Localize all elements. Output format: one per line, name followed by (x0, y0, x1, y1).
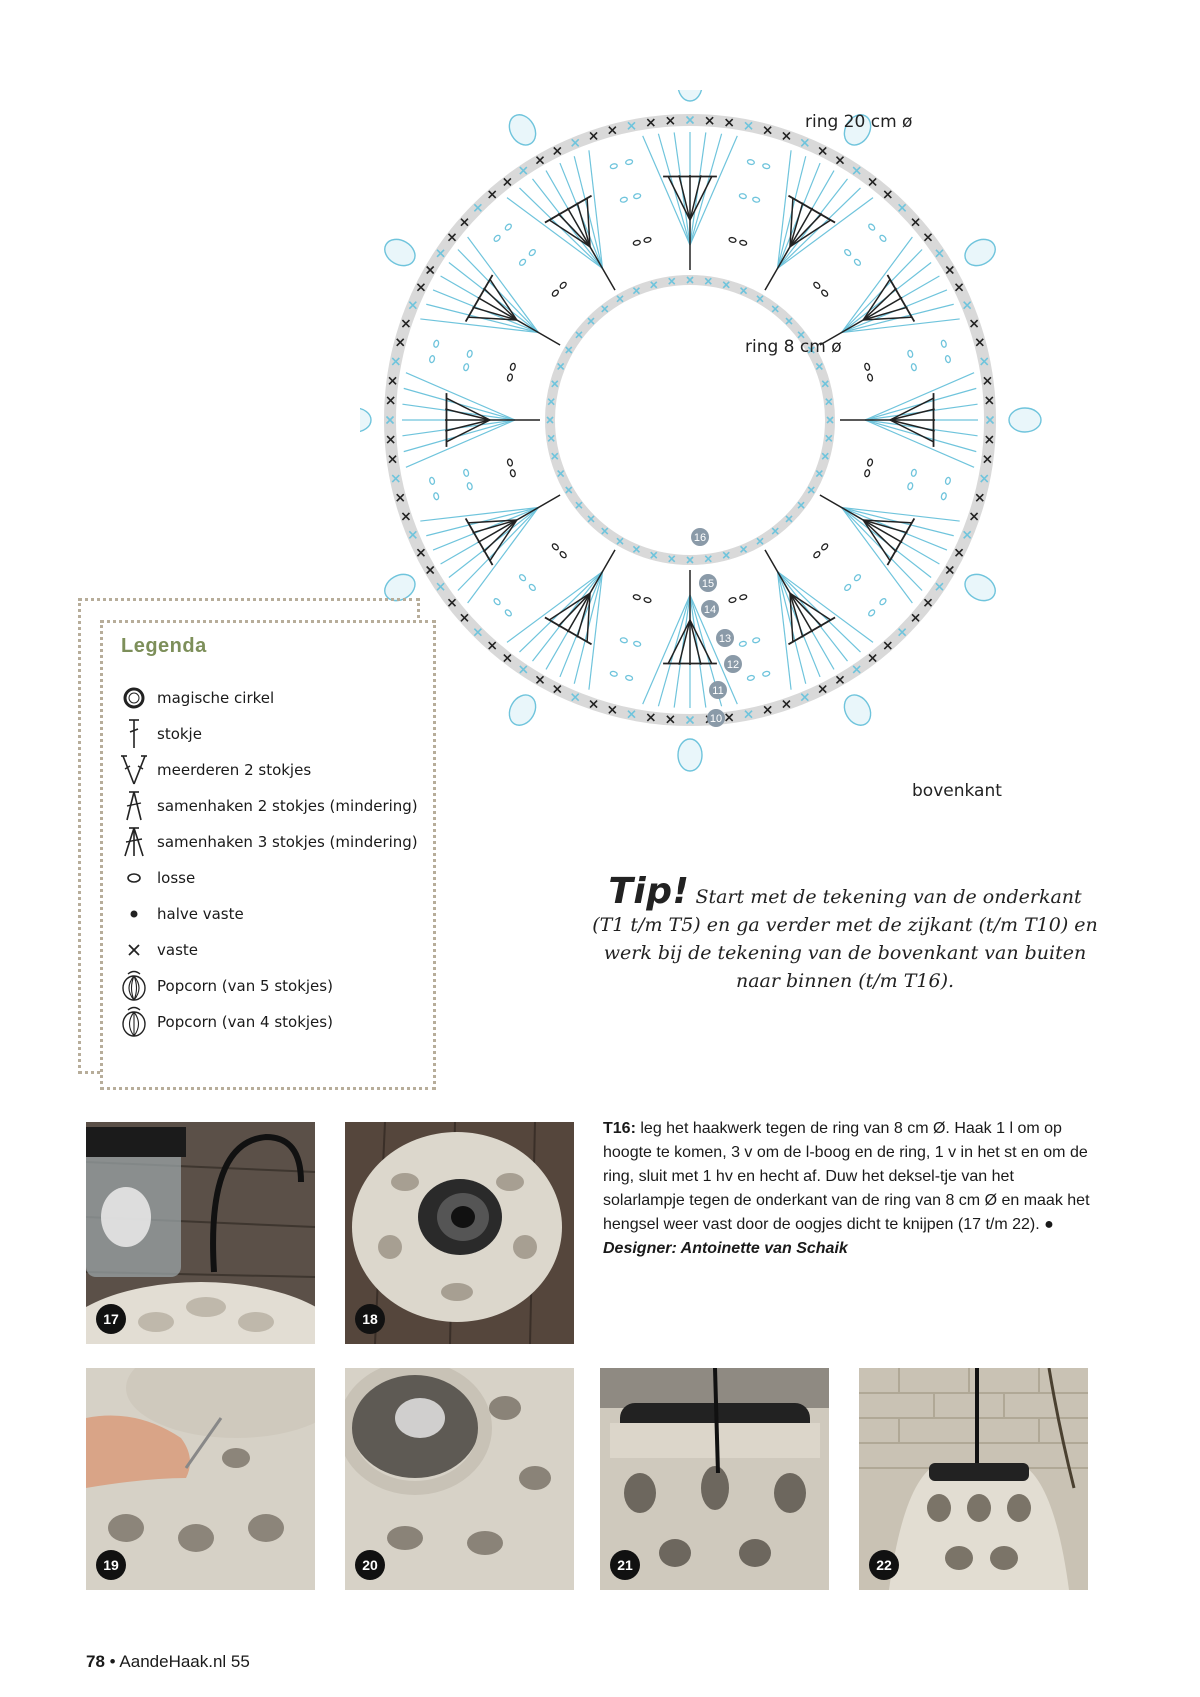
cluster-top (545, 617, 592, 644)
chain-stitch (864, 363, 870, 371)
treble-icon (119, 717, 149, 751)
chain-stitch (625, 159, 633, 165)
chain-stitch (528, 248, 536, 256)
round-number-label: 11 (712, 685, 724, 697)
chain-stitch (945, 477, 951, 485)
chain-stitch (620, 637, 628, 643)
chain-stitch (813, 551, 821, 559)
legend-label: stokje (157, 725, 202, 743)
decrease-stitch (690, 620, 712, 664)
tip-box (590, 871, 1100, 995)
step-photo-17 (86, 1122, 315, 1344)
step-photo-19 (86, 1368, 315, 1590)
legend-label: samenhaken 3 stokjes (mindering) (157, 833, 418, 851)
popcorn-stitch (504, 110, 541, 150)
legend-item (119, 681, 274, 715)
side-label: bovenkant (912, 781, 1002, 801)
chain-stitch (463, 469, 469, 477)
chain-stitch (941, 340, 947, 348)
popcorn-stitch (1009, 408, 1041, 432)
chain-stitch (433, 492, 439, 500)
chain-stitch (463, 363, 469, 371)
chain-stitch (945, 355, 951, 363)
chain-stitch (633, 240, 641, 246)
round-number-label: 14 (703, 604, 717, 616)
chain-stitch (620, 197, 628, 203)
chain-stitch (559, 551, 567, 559)
popcorn-stitch (360, 408, 371, 432)
chain-stitch (739, 594, 747, 600)
decrease-stitch (446, 398, 490, 420)
photo-number-badge: 22 (869, 1550, 899, 1580)
chain-stitch (467, 350, 473, 358)
popcorn-stitch (504, 690, 541, 730)
chain-stitch (493, 234, 501, 242)
treble-stitch (765, 550, 790, 593)
legend-item (119, 861, 195, 895)
decrease-stitch (668, 620, 690, 664)
legend-label: losse (157, 869, 196, 887)
chain-stitch (762, 671, 770, 677)
cluster-top (466, 275, 493, 322)
legend-item (119, 825, 418, 859)
increase-icon (119, 753, 149, 787)
treble-stitch (517, 495, 560, 520)
round-number-label: 10 (709, 713, 723, 725)
chain-stitch (729, 597, 737, 603)
photo-number-badge: 19 (96, 1550, 126, 1580)
chain-stitch (867, 459, 873, 467)
popcorn-stitch (960, 234, 1000, 271)
chain-stitch (747, 159, 755, 165)
cluster-top (788, 196, 835, 223)
chain-stitch (907, 350, 913, 358)
chain-stitch (633, 594, 641, 600)
popcorn-stitch (380, 234, 420, 271)
chain-stitch (729, 237, 737, 243)
chain-stitch (551, 289, 559, 297)
step-photo-21 (600, 1368, 829, 1590)
legend-item (119, 1005, 333, 1039)
inner-ring-label: ring 8 cm ø (745, 337, 842, 357)
chain-stitch (907, 482, 913, 490)
chain-stitch (633, 193, 641, 199)
decrease-stitch (446, 420, 490, 442)
photo-number-badge: 21 (610, 1550, 640, 1580)
chain-stitch (528, 583, 536, 591)
round-number-label: 16 (693, 532, 707, 544)
chain-stitch (625, 675, 633, 681)
chain-stitch (762, 163, 770, 169)
chain-stitch (868, 609, 876, 617)
cluster-top (545, 196, 592, 223)
chain-stitch (752, 637, 760, 643)
chain-stitch (429, 355, 435, 363)
designer-credit: Designer: Antoinette van Schaik (603, 1240, 848, 1257)
decrease-stitch (690, 176, 712, 220)
chain-stitch (644, 237, 652, 243)
chain-stitch (518, 258, 526, 266)
legend-label: samenhaken 2 stokjes (mindering) (157, 797, 418, 815)
legend-label: meerderen 2 stokjes (157, 761, 312, 779)
chain-stitch (559, 281, 567, 289)
chain-stitch (941, 492, 947, 500)
chain-stitch (813, 281, 821, 289)
chain-stitch (507, 374, 513, 382)
popcorn-4-icon (119, 1005, 149, 1039)
treble-stitch (590, 247, 615, 290)
chain-stitch (867, 374, 873, 382)
legend-label: magische cirkel (157, 689, 275, 707)
popcorn-stitch (839, 690, 876, 730)
decrease-stitch (890, 420, 934, 442)
chain-stitch (911, 469, 917, 477)
chain-stitch (510, 469, 516, 477)
decrease-stitch (668, 176, 690, 220)
treble-stitch (765, 247, 790, 290)
chain-stitch (610, 163, 618, 169)
round-number-label: 13 (718, 633, 732, 645)
chain-stitch (739, 641, 747, 647)
popcorn-stitch (960, 569, 1000, 606)
chain-stitch (429, 477, 435, 485)
photo-number-badge: 18 (355, 1304, 385, 1334)
footer-bullet: • (109, 1652, 116, 1671)
chain-stitch (507, 459, 513, 467)
chain-stitch (644, 597, 652, 603)
chain-stitch (467, 482, 473, 490)
photo-number-badge: 20 (355, 1550, 385, 1580)
chain-stitch (879, 598, 887, 606)
chain-stitch (739, 193, 747, 199)
legend-item (119, 933, 198, 967)
chain-stitch (879, 234, 887, 242)
chain-stitch (493, 598, 501, 606)
tr2tog-icon (119, 789, 149, 823)
tip-text: Start met de tekening van de onderkant (T1 t/m T5) en ga verder met de zijkant (t/m T10) en werk bij de tekening van de bovenkant van buiten naar binnen (t/m T16). (592, 886, 1098, 992)
chain-stitch (433, 340, 439, 348)
round-label: T16: (603, 1120, 636, 1137)
legend-item (119, 753, 311, 787)
single-crochet-icon (119, 933, 149, 967)
chain-stitch (844, 248, 852, 256)
page-footer (86, 1652, 250, 1672)
chain-stitch (821, 289, 829, 297)
legend-item (119, 897, 244, 931)
popcorn-stitch (678, 739, 702, 771)
chain-stitch (821, 543, 829, 551)
cluster-top (887, 275, 914, 322)
chain-stitch (510, 363, 516, 371)
chain-stitch (747, 675, 755, 681)
magazine-name: AandeHaak.nl 55 (119, 1652, 250, 1671)
slip-stitch-icon (119, 897, 149, 931)
legend-label: Popcorn (van 5 stokjes) (157, 977, 333, 995)
chain-stitch (739, 240, 747, 246)
step-photo-18 (345, 1122, 574, 1344)
chain-stitch (864, 469, 870, 477)
chain-stitch (551, 543, 559, 551)
round-16-instructions (603, 1117, 1100, 1261)
legend-item (119, 717, 202, 751)
chain-stitch (504, 223, 512, 231)
chain-stitch (752, 197, 760, 203)
chain-stitch (610, 671, 618, 677)
legend-item (119, 789, 418, 823)
chain-stitch (504, 609, 512, 617)
tip-heading: Tip! (608, 871, 690, 912)
step-photo-20 (345, 1368, 574, 1590)
crochet-chart (360, 90, 1120, 810)
legend-box (100, 620, 436, 1090)
legend-title: Legenda (121, 635, 207, 657)
chain-icon (119, 861, 149, 895)
treble-stitch (590, 550, 615, 593)
chain-stitch (868, 223, 876, 231)
chain-stitch (518, 574, 526, 582)
photo-number-badge: 17 (96, 1304, 126, 1334)
treble-stitch (820, 495, 863, 520)
outer-ring-label: ring 20 cm ø (805, 112, 913, 132)
tr3tog-icon (119, 825, 149, 859)
magic-ring-icon (119, 681, 149, 715)
legend-label: Popcorn (van 4 stokjes) (157, 1013, 333, 1031)
chain-stitch (911, 363, 917, 371)
cluster-top (887, 518, 914, 565)
step-photo-22 (859, 1368, 1088, 1590)
chain-stitch (853, 574, 861, 582)
legend-label: vaste (157, 941, 198, 959)
chain-stitch (844, 583, 852, 591)
popcorn-stitch (678, 90, 702, 101)
decrease-stitch (890, 398, 934, 420)
page-number: 78 (86, 1652, 105, 1671)
chain-stitch (853, 258, 861, 266)
legend-label: halve vaste (157, 905, 244, 923)
round-number-label: 15 (701, 578, 715, 590)
round-number-label: 12 (726, 659, 740, 671)
treble-stitch (517, 320, 560, 345)
cluster-top (788, 617, 835, 644)
popcorn-5-icon (119, 969, 149, 1003)
chain-stitch (633, 641, 641, 647)
round-text: leg het haakwerk tegen de ring van 8 cm Ø. Haak 1 l om op hoogte te komen, 3 v om de l-boog en de ring, 1 v in het st en om de ring, sluit met 1 hv en hecht af. Duw het deksel-tje van het solarlampje tegen de onderkant van de ring van 8 cm Ø en maak het hengsel weer vast door de oogjes dicht te knijpen (17 t/m 22). ● (603, 1120, 1090, 1233)
legend-item (119, 969, 333, 1003)
cluster-top (466, 518, 493, 565)
